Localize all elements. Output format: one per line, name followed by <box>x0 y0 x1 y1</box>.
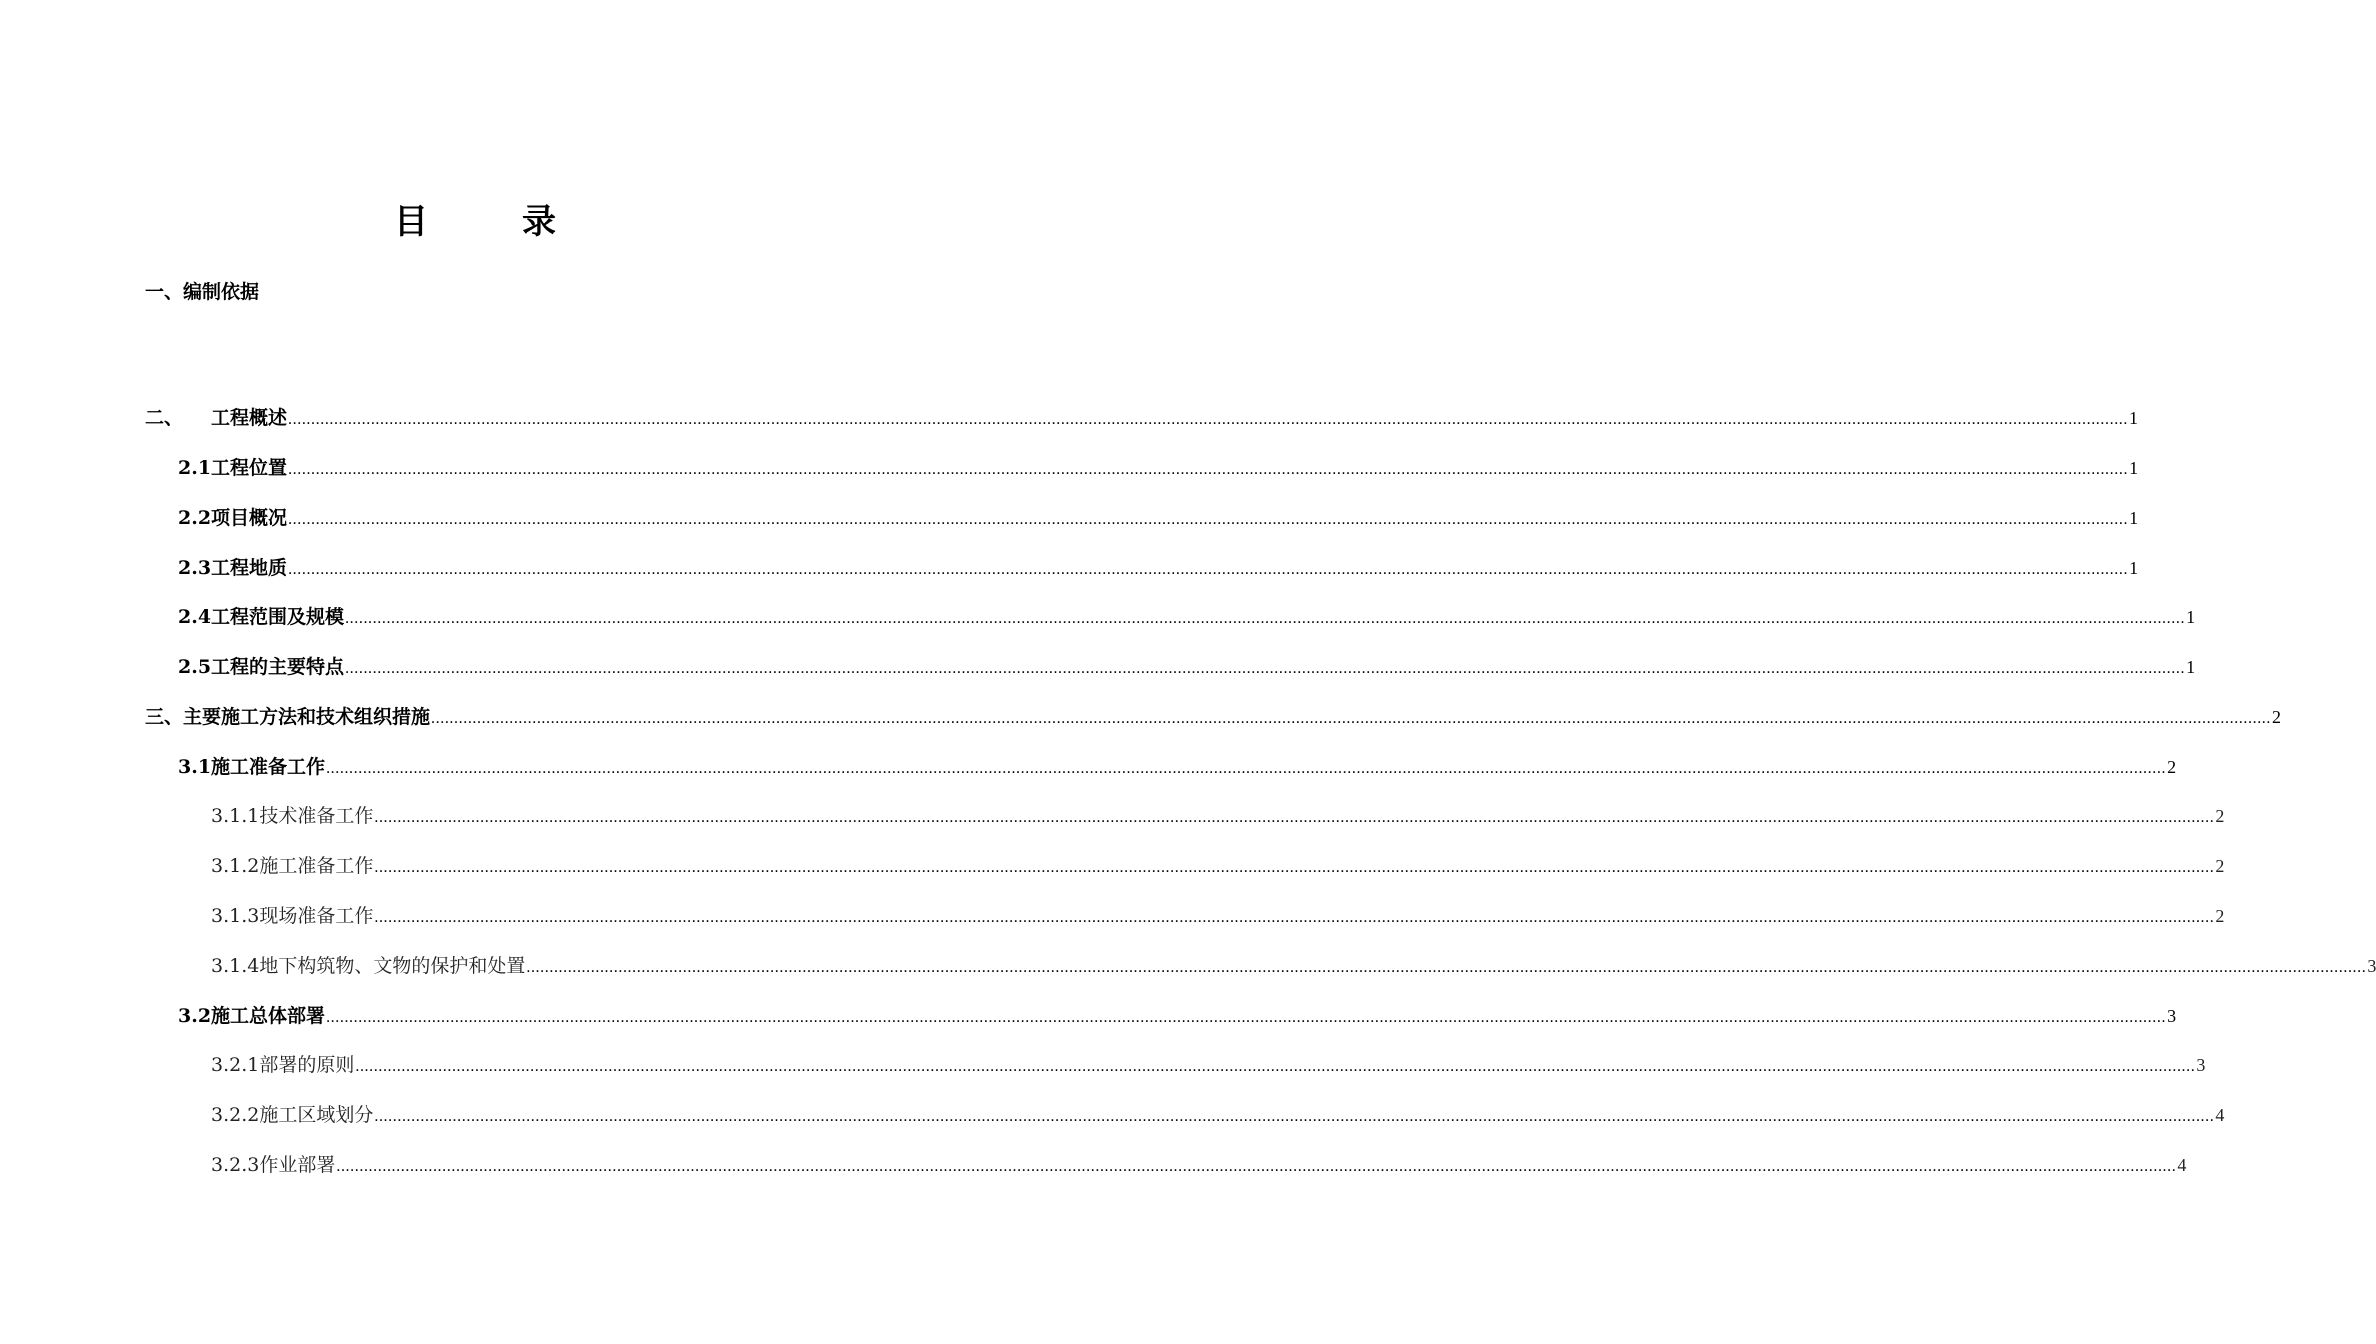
toc-entry-label: 三、主要施工方法和技术组织措施 <box>145 706 431 728</box>
toc-entry-number: 二、 <box>145 407 184 429</box>
toc-page-number: 2 <box>2272 707 2282 727</box>
toc-leader-dots: ................................................................................................................................................................................................................................................................................................................................................................................................................ <box>326 760 2167 777</box>
toc-entry-label: 3.1.2施工准备工作 <box>211 855 374 877</box>
toc-entry-label: 3.2.3作业部署 <box>211 1154 336 1176</box>
toc-leader-dots: ................................................................................................................................................................................................................................................................................................................................................................................................................ <box>374 809 2215 826</box>
toc-leader-dots: ................................................................................................................................................................................................................................................................................................................................................................................................................ <box>374 859 2215 876</box>
toc-entry-construction-methods[interactable] <box>145 701 2282 731</box>
toc-page-number: 1 <box>2129 458 2139 478</box>
toc-page-number: 1 <box>2129 508 2139 528</box>
toc-entry-label: 3.1.3现场准备工作 <box>211 905 374 927</box>
toc-entry-label: 2.2项目概况 <box>178 507 288 529</box>
toc-page-number: 3 <box>2367 956 2376 976</box>
toc-page-number: 1 <box>2186 607 2196 627</box>
toc-leader-dots: ................................................................................................................................................................................................................................................................................................................................................................................................................ <box>288 561 2129 578</box>
toc-leader-dots: ................................................................................................................................................................................................................................................................................................................................................................................................................ <box>288 511 2129 528</box>
toc-entry-3-2-3[interactable] <box>211 1149 2187 1179</box>
toc-entry-label: 3.1.4地下构筑物、文物的保护和处置 <box>211 955 526 977</box>
toc-entry-2-5[interactable] <box>178 651 2196 681</box>
toc-page-number: 1 <box>2129 408 2139 428</box>
toc-leader-dots: ................................................................................................................................................................................................................................................................................................................................................................................................................ <box>345 660 2186 677</box>
toc-entry-label: 3.1.1技术准备工作 <box>211 805 374 827</box>
toc-entry-2-4[interactable] <box>178 601 2196 631</box>
toc-leader-dots: ................................................................................................................................................................................................................................................................................................................................................................................................................ <box>374 909 2215 926</box>
toc-entry-3-2[interactable] <box>178 1000 2177 1030</box>
toc-entry-label: 3.2施工总体部署 <box>178 1005 326 1027</box>
toc-entry-2-1[interactable] <box>178 452 2139 482</box>
toc-page-number: 2 <box>2215 906 2225 926</box>
toc-leader-dots: ................................................................................................................................................................................................................................................................................................................................................................................................................ <box>431 710 2272 727</box>
toc-page-number: 2 <box>2167 757 2177 777</box>
toc-entry-label: 3.2.2施工区域划分 <box>211 1104 374 1126</box>
toc-entry-3-2-2[interactable] <box>211 1099 2225 1129</box>
toc-entry-3-1[interactable] <box>178 751 2177 781</box>
toc-entry-3-1-2[interactable] <box>211 850 2225 880</box>
toc-entry-label: 2.1工程位置 <box>178 457 288 479</box>
toc-title: 目 录 <box>394 202 586 242</box>
toc-entry-project-overview[interactable] <box>145 402 2139 432</box>
toc-entry-2-2[interactable] <box>178 502 2139 532</box>
toc-page-number: 4 <box>2215 1105 2225 1125</box>
toc-leader-dots: ................................................................................................................................................................................................................................................................................................................................................................................................................ <box>526 959 2367 976</box>
toc-entry-label: 2.4工程范围及规模 <box>178 606 345 628</box>
toc-entry-label: 工程概述 <box>211 407 288 429</box>
toc-leader-dots: ................................................................................................................................................................................................................................................................................................................................................................................................................ <box>374 1108 2215 1125</box>
toc-leader-dots: ................................................................................................................................................................................................................................................................................................................................................................................................................ <box>288 411 2129 428</box>
toc-entry-3-1-4[interactable] <box>211 950 2376 980</box>
toc-entry-label: 2.5工程的主要特点 <box>178 656 345 678</box>
toc-entry-label: 3.1施工准备工作 <box>178 756 326 778</box>
toc-entry-2-3[interactable] <box>178 552 2139 582</box>
toc-leader-dots: ................................................................................................................................................................................................................................................................................................................................................................................................................ <box>288 461 2129 478</box>
toc-entry-label: 3.2.1部署的原则 <box>211 1054 355 1076</box>
toc-page-number: 1 <box>2129 558 2139 578</box>
toc-page-number: 3 <box>2167 1006 2177 1026</box>
toc-page-number: 2 <box>2215 856 2225 876</box>
toc-entry-3-2-1[interactable] <box>211 1049 2206 1079</box>
toc-page-number: 1 <box>2186 657 2196 677</box>
toc-entry-3-1-1[interactable] <box>211 800 2225 830</box>
toc-entry-label: 一、编制依据 <box>145 281 260 303</box>
toc-page-number: 2 <box>2215 806 2225 826</box>
toc-entry-label: 2.3工程地质 <box>178 557 288 579</box>
toc-leader-dots: ................................................................................................................................................................................................................................................................................................................................................................................................................ <box>326 1009 2167 1026</box>
toc-leader-dots: ................................................................................................................................................................................................................................................................................................................................................................................................................ <box>345 610 2186 627</box>
toc-page-number: 4 <box>2177 1155 2187 1175</box>
toc-leader-dots: ................................................................................................................................................................................................................................................................................................................................................................................................................ <box>355 1058 2196 1075</box>
toc-entry-3-1-3[interactable] <box>211 900 2225 930</box>
toc-leader-dots: ................................................................................................................................................................................................................................................................................................................................................................................................................ <box>336 1158 2177 1175</box>
toc-entry-compilation-basis[interactable] <box>145 278 259 306</box>
toc-page-number: 3 <box>2196 1055 2206 1075</box>
